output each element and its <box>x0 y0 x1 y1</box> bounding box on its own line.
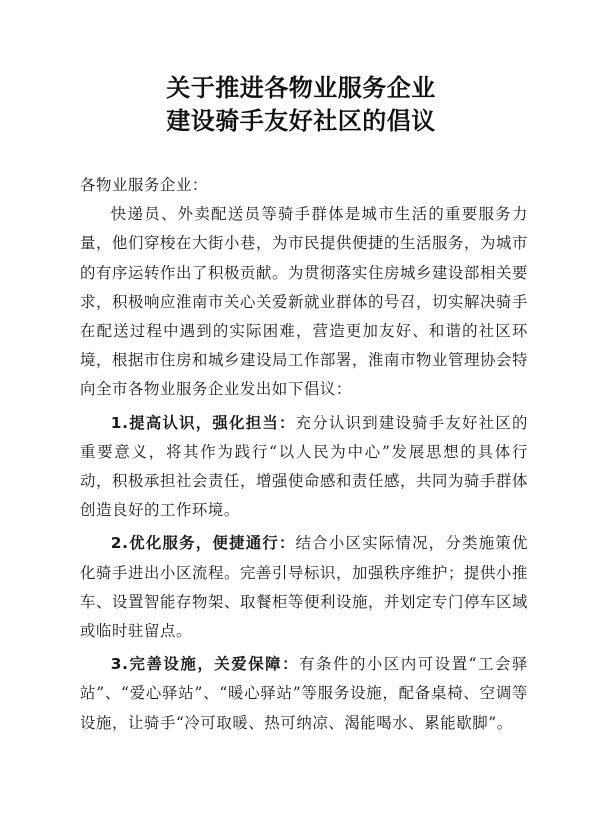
intro-paragraph: 快递员、外卖配送员等骑手群体是城市生活的重要服务力量，他们穿梭在大街小巷，为市民提供便捷的生活服务，为城市的有序运转作出了积极贡献。为贯彻落实住房城乡建设部相关要求，积极响应淮南市关心关爱新就业群体的号召，切实解决骑手在配送过程中遇到的实际困难，营造更加友好、和谐的社区环境，根据市住房和城乡建设局工作部署，淮南市物业管理协会特向全市各物业服务企业发出如下倡议： <box>80 205 528 399</box>
proposal-item-1-text: 充分认识到建设骑手友好社区的重要意义，将其作为践行“以人民为中心”发展思想的具体行动，积极承担社会责任，增强使命感和责任感，共同为骑手群体创造良好的工作环境。 <box>80 413 528 520</box>
proposal-item-2-heading: 2.优化服务，便捷通行： <box>110 534 296 553</box>
salutation: 各物业服务企业： <box>80 176 208 194</box>
document-title-line-1: 关于推进各物业服务企业 <box>166 74 436 102</box>
proposal-item-2-text: 结合小区实际情况，分类施策优化骑手进出小区流程。完善引导标识，加强秩序维护；提供小推车、设置智能存物架、取餐柜等便利设施，并划定专门停车区域或临时驻留点。 <box>80 534 528 641</box>
proposal-item-3-heading: 3.完善设施，关爱保障： <box>110 655 300 674</box>
proposal-item-3-text: 有条件的小区内可设置“工会驿站”、“爱心驿站”、“暖心驿站”等服务设施，配备桌椅、空调等设施，让骑手“冷可取暖、热可纳凉、渴能喝水、累能歇脚”。 <box>80 655 528 732</box>
document-body <box>80 171 528 738</box>
proposal-item-3 <box>80 650 528 738</box>
proposal-item-1 <box>80 409 528 526</box>
proposal-item-2 <box>80 529 528 646</box>
document-title-line-2: 建设骑手友好社区的倡议 <box>166 107 436 135</box>
proposal-item-1-heading: 1.提高认识，强化担当： <box>110 413 296 432</box>
